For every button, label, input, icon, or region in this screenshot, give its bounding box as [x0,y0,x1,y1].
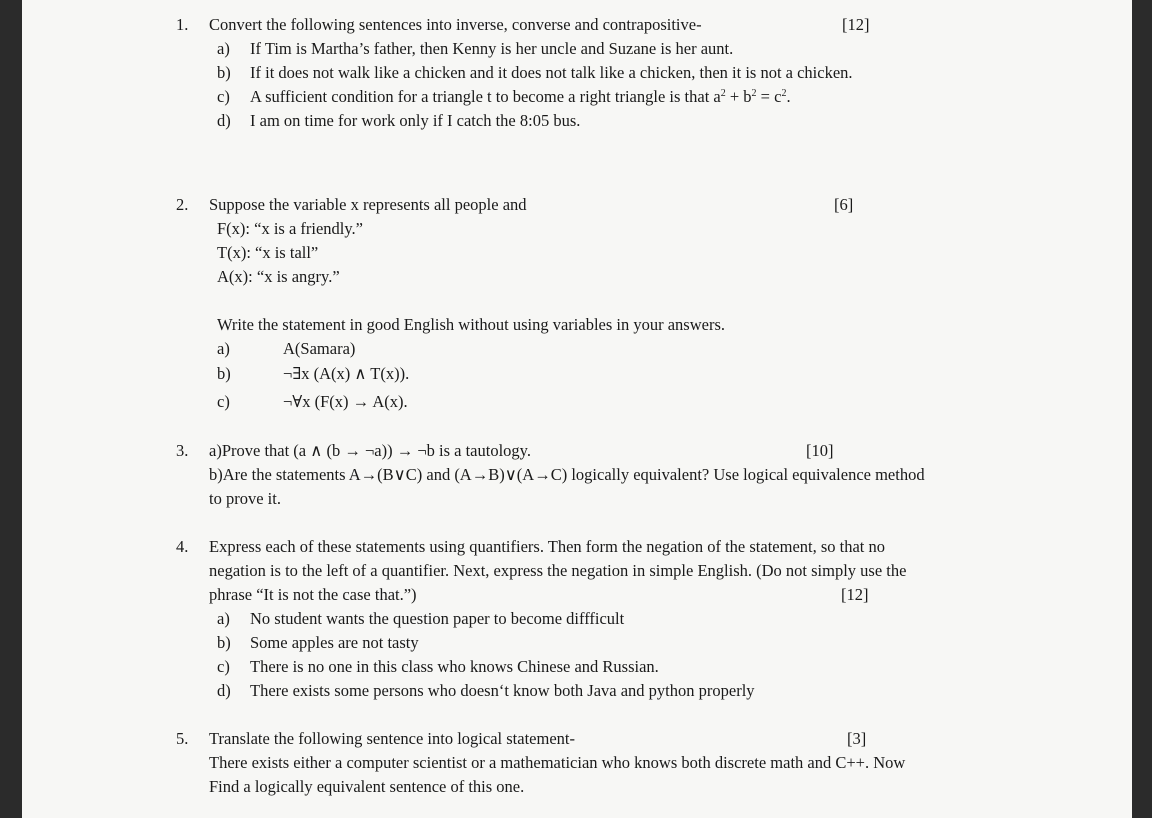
q1-item-a-label: a) [217,39,230,58]
q1-marks: [12] [842,15,870,34]
q5-marks: [3] [847,729,867,748]
q5-number: 5. [176,729,189,748]
q4-item-b-text: Some apples are not tasty [250,633,419,652]
q4-number: 4. [176,537,189,556]
q4-item-a-label: a) [217,609,230,628]
q1-item-d-text: I am on time for work only if I catch the 8:05 bus. [250,111,581,130]
q1-number: 1. [176,15,189,34]
q3-marks: [10] [806,441,834,460]
q3-line3: to prove it. [209,489,281,508]
q2-marks: [6] [834,195,854,214]
q4-item-a-text: No student wants the question paper to become diffficult [250,609,625,628]
q4-item-c-text: There is no one in this class who knows Chinese and Russian. [250,657,659,676]
q1-item-b-text: If it does not walk like a chicken and it does not talk like a chicken, then it is not a chicken. [250,63,853,82]
q4-item-d-label: d) [217,681,231,700]
q2-def-a: A(x): “x is angry.” [217,267,340,286]
q2-def-f: F(x): “x is a friendly.” [217,219,364,238]
q4-item-c-label: c) [217,657,230,676]
q2-item-b-label: b) [217,364,231,383]
q2-prompt: Suppose the variable x represents all people and [209,195,527,214]
q1-item-d-label: d) [217,111,231,130]
q5-line3: Find a logically equivalent sentence of this one. [209,777,525,796]
q2-item-b-text: ¬∃x (A(x) ∧ T(x)). [283,364,410,383]
q1-item-c-text: A sufficient condition for a triangle t to become a right triangle is that $a^2 + b^2 = c^2$. [250,87,791,106]
q1-item-a-text: If Tim is Martha’s father, then Kenny is her uncle and Suzane is her aunt. [250,39,734,58]
q1-prompt: Convert the following sentences into inverse, converse and contrapositive- [209,15,702,34]
q4-line2: negation is to the left of a quantifier. Next, express the negation in simple English. (Do not simply use the [209,561,907,580]
q3-line2: b)Are the statements A→(B∨C) and (A→B)∨(A→C) logically equivalent? Use logical equivalence method [209,465,925,484]
q1-item-c-label: c) [217,87,230,106]
q5-prompt: Translate the following sentence into logical statement- [209,729,575,748]
q4-marks: [12] [841,585,869,604]
q2-instruction: Write the statement in good English without using variables in your answers. [217,315,725,334]
q2-item-a-text: A(Samara) [283,339,356,358]
q2-number: 2. [176,195,189,214]
q1-item-b-label: b) [217,63,231,82]
q2-def-t: T(x): “x is tall” [217,243,319,262]
q4-line1: Express each of these statements using quantifiers. Then form the negation of the statement, so that no [209,537,886,556]
q4-item-d-text: There exists some persons who doesn‘t know both Java and python properly [250,681,755,700]
q4-item-b-label: b) [217,633,231,652]
q2-item-c-label: c) [217,392,230,411]
q3-number: 3. [176,441,189,460]
q3-line1: a)Prove that (a ∧ (b → ¬a)) → ¬b is a tautology. [209,441,531,460]
q4-line3: phrase “It is not the case that.”) [209,585,417,604]
q2-item-a-label: a) [217,339,230,358]
exam-page [22,0,1132,818]
q2-item-c-text: ¬∀x (F(x) → A(x). [283,392,408,411]
q5-line2: There exists either a computer scientist or a mathematician who knows both discrete math and C++. Now [209,753,906,772]
